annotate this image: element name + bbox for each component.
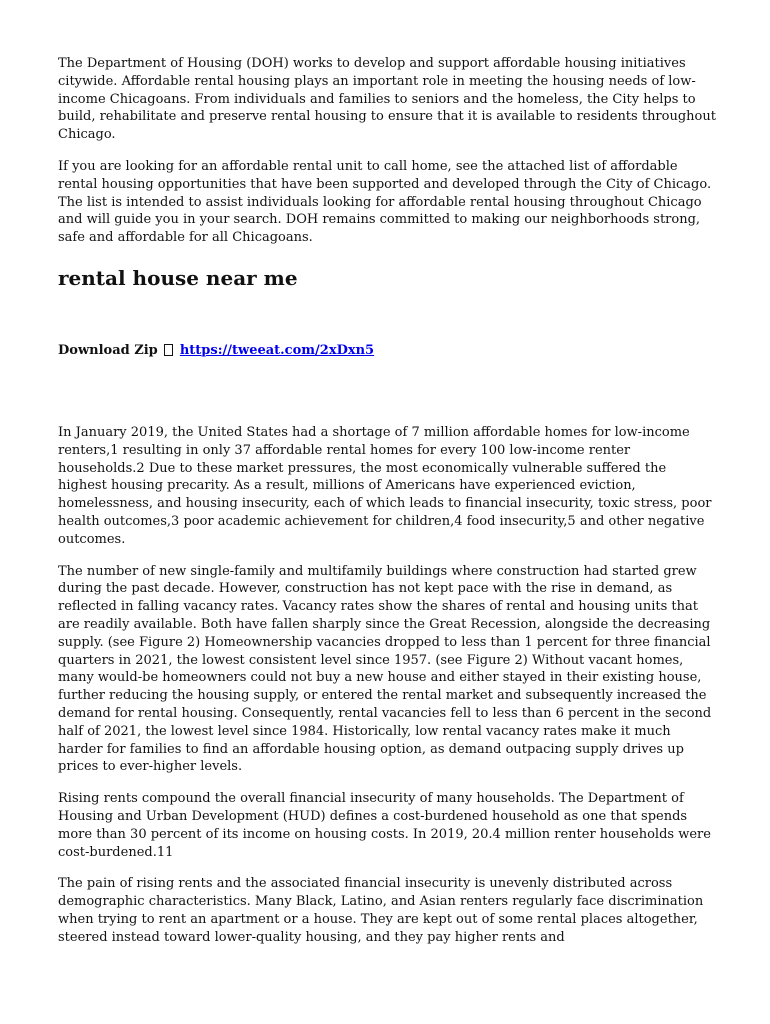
missing-glyph-icon xyxy=(164,344,173,356)
page-heading: rental house near me xyxy=(58,265,298,290)
body-paragraph-3: Rising rents compound the overall financial insecurity of many households. The Department of Housing and Urban Development (HUD) defines a cost-burdened household as one that spends more than 30 percent of its income on housing costs. In 2019, 20.4 million renter households were cost-burdened.11 xyxy=(58,791,711,860)
body-paragraph-1: In January 2019, the United States had a shortage of 7 million affordable homes for low-income renters,1 resulting in only 37 affordable rental homes for every 100 low-income renter households.2 Due to these market pressures, the most economically vulnerable suffered the highest housing precarity. As a result, millions of Americans have experienced eviction, homelessness, and housing insecurity, each of which leads to financial insecurity, toxic stress, poor health outcomes,3 poor academic achievement for children,4 food insecurity,5 and other negative outcomes. xyxy=(58,424,712,547)
body-paragraph-2: The number of new single-family and multifamily buildings where construction had started grew during the past decade. However, construction has not kept pace with the rise in demand, as reflected in falling vacancy rates. Vacancy rates show the shares of rental and housing units that are readily available. Both have fallen sharply since the Great Recession, alongside the decreasing supply. (see Figure 2) Homeownership vacancies dropped to less than 1 percent for three financial quarters in 2021, the lowest consistent level since 1957. (see Figure 2) Without vacant homes, many would-be homeowners could not buy a new house and either stayed in their existing house, further reducing the housing supply, or entered the rental market and subsequently increased the demand for rental housing. Consequently, rental vacancies fell to less than 6 percent in the second half of 2021, the lowest level since 1984. Historically, low rental vacancy rates make it much harder for families to find an affordable housing option, as demand outpacing supply drives up prices to ever-higher levels. xyxy=(58,563,712,775)
intro-paragraph-2: If you are looking for an affordable rental unit to call home, see the attached list of affordable rental housing opportunities that have been supported and developed through the City of Chicago. The list is intended to assist individuals looking for affordable rental housing throughout Chicago and will guide you in your search. DOH remains committed to making our neighborhoods strong, safe and affordable for all Chicagoans. xyxy=(58,158,712,246)
download-line xyxy=(58,342,718,360)
article-body xyxy=(58,424,718,947)
intro-paragraph-1: The Department of Housing (DOH) works to develop and support affordable housing initiatives citywide. Affordable rental housing plays an important role in meeting the housing needs of low-income Chicagoans. From individuals and families to seniors and the homeless, the City helps to build, rehabilitate and preserve rental housing to ensure that it is available to residents throughout Chicago. xyxy=(58,56,716,143)
download-label: Download Zip xyxy=(58,342,158,358)
document-page xyxy=(58,55,718,960)
download-link[interactable]: https://tweeat.com/2xDxn5 xyxy=(179,342,375,358)
body-paragraph-4: The pain of rising rents and the associated financial insecurity is unevenly distributed across demographic characteristics. Many Black, Latino, and Asian renters regularly face discrimination when trying to rent an apartment or a house. They are kept out of some rental places altogether, steered instead toward lower-quality housing, and they pay higher rents and xyxy=(58,876,704,945)
